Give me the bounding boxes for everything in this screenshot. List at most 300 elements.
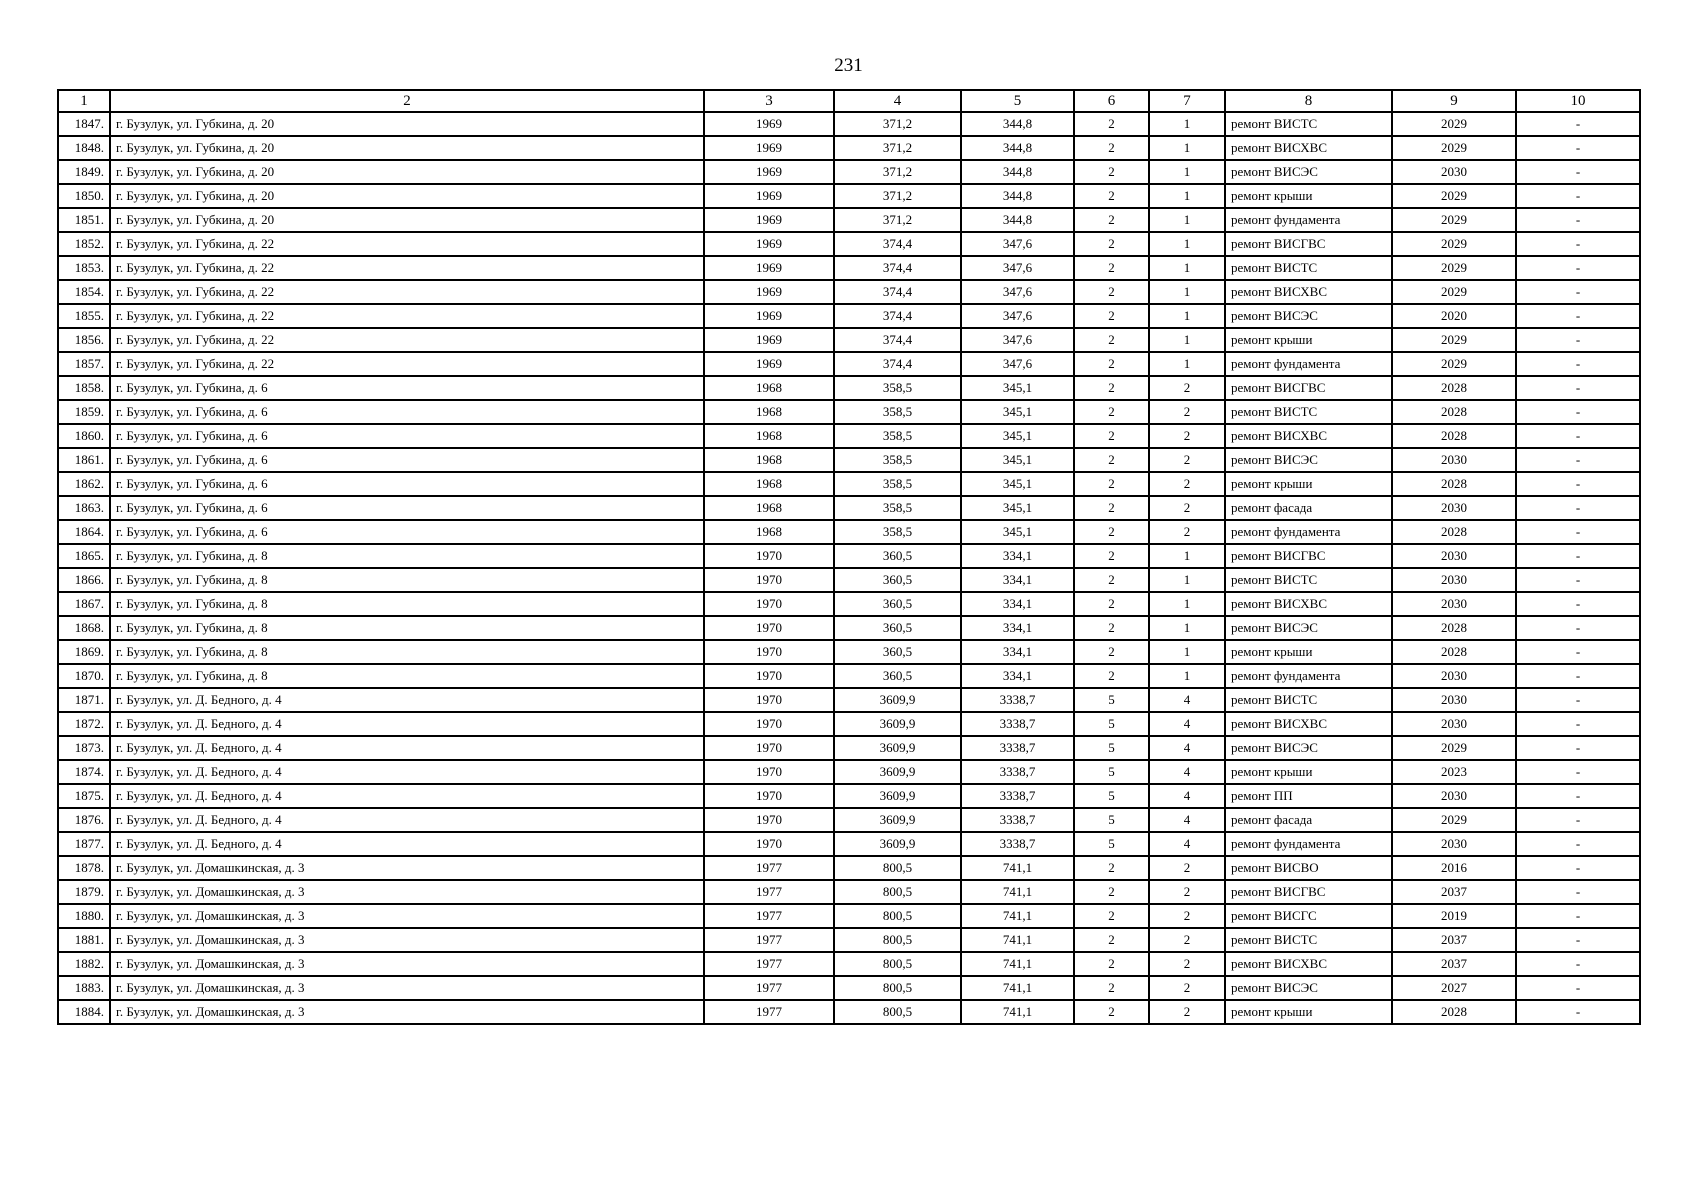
cell-work-type: ремонт крыши [1225,328,1392,352]
cell-address: г. Бузулук, ул. Губкина, д. 20 [110,160,704,184]
cell-floors: 2 [1074,976,1149,1000]
table-row [58,136,1640,160]
cell-total-area: 800,5 [834,976,961,1000]
cell-total-area: 358,5 [834,496,961,520]
cell-note: - [1516,184,1640,208]
cell-address: г. Бузулук, ул. Губкина, д. 8 [110,664,704,688]
cell-total-area: 3609,9 [834,736,961,760]
cell-note: - [1516,712,1640,736]
cell-plan-year: 2030 [1392,544,1516,568]
table-row [58,832,1640,856]
cell-note: - [1516,232,1640,256]
cell-note: - [1516,640,1640,664]
cell-row-number: 1882. [58,952,110,976]
cell-floors: 2 [1074,880,1149,904]
cell-note: - [1516,448,1640,472]
cell-row-number: 1856. [58,328,110,352]
cell-note: - [1516,784,1640,808]
cell-row-number: 1854. [58,280,110,304]
cell-address: г. Бузулук, ул. Д. Бедного, д. 4 [110,832,704,856]
cell-work-type: ремонт фундамента [1225,208,1392,232]
cell-plan-year: 2029 [1392,232,1516,256]
cell-plan-year: 2028 [1392,1000,1516,1024]
cell-address: г. Бузулук, ул. Д. Бедного, д. 4 [110,808,704,832]
cell-total-area: 358,5 [834,472,961,496]
cell-row-number: 1862. [58,472,110,496]
cell-work-type: ремонт крыши [1225,760,1392,784]
cell-note: - [1516,904,1640,928]
cell-address: г. Бузулук, ул. Губкина, д. 20 [110,208,704,232]
cell-entrances: 1 [1149,352,1225,376]
cell-note: - [1516,880,1640,904]
cell-living-area: 347,6 [961,232,1074,256]
cell-floors: 5 [1074,736,1149,760]
cell-living-area: 347,6 [961,256,1074,280]
cell-floors: 2 [1074,904,1149,928]
cell-total-area: 360,5 [834,544,961,568]
cell-floors: 2 [1074,520,1149,544]
table-row [58,376,1640,400]
cell-total-area: 374,4 [834,280,961,304]
cell-build-year: 1969 [704,352,834,376]
cell-entrances: 1 [1149,616,1225,640]
cell-work-type: ремонт крыши [1225,1000,1392,1024]
cell-build-year: 1970 [704,640,834,664]
cell-build-year: 1969 [704,328,834,352]
cell-total-area: 360,5 [834,592,961,616]
cell-entrances: 2 [1149,424,1225,448]
cell-total-area: 371,2 [834,160,961,184]
column-header-4: 4 [834,90,961,112]
cell-living-area: 347,6 [961,304,1074,328]
cell-plan-year: 2037 [1392,928,1516,952]
table-row [58,232,1640,256]
cell-living-area: 334,1 [961,592,1074,616]
cell-living-area: 345,1 [961,448,1074,472]
cell-entrances: 1 [1149,112,1225,136]
cell-row-number: 1876. [58,808,110,832]
cell-total-area: 358,5 [834,376,961,400]
cell-note: - [1516,472,1640,496]
table-row [58,424,1640,448]
cell-address: г. Бузулук, ул. Губкина, д. 8 [110,616,704,640]
cell-total-area: 800,5 [834,1000,961,1024]
cell-floors: 2 [1074,928,1149,952]
cell-work-type: ремонт ВИСТС [1225,400,1392,424]
table-row [58,688,1640,712]
cell-total-area: 374,4 [834,328,961,352]
cell-living-area: 344,8 [961,160,1074,184]
cell-living-area: 3338,7 [961,760,1074,784]
table-row [58,160,1640,184]
cell-build-year: 1977 [704,928,834,952]
cell-living-area: 741,1 [961,880,1074,904]
cell-address: г. Бузулук, ул. Губкина, д. 6 [110,424,704,448]
table-row [58,352,1640,376]
cell-entrances: 1 [1149,160,1225,184]
cell-total-area: 374,4 [834,304,961,328]
cell-living-area: 334,1 [961,616,1074,640]
cell-address: г. Бузулук, ул. Губкина, д. 6 [110,376,704,400]
cell-build-year: 1969 [704,208,834,232]
cell-build-year: 1970 [704,736,834,760]
cell-address: г. Бузулук, ул. Губкина, д. 8 [110,544,704,568]
cell-living-area: 3338,7 [961,736,1074,760]
cell-living-area: 347,6 [961,352,1074,376]
cell-total-area: 358,5 [834,520,961,544]
cell-work-type: ремонт крыши [1225,184,1392,208]
cell-build-year: 1970 [704,544,834,568]
table-row [58,208,1640,232]
cell-note: - [1516,424,1640,448]
cell-entrances: 1 [1149,664,1225,688]
cell-entrances: 1 [1149,592,1225,616]
cell-note: - [1516,208,1640,232]
cell-work-type: ремонт фасада [1225,496,1392,520]
cell-note: - [1516,352,1640,376]
cell-build-year: 1970 [704,688,834,712]
cell-living-area: 344,8 [961,184,1074,208]
cell-plan-year: 2028 [1392,472,1516,496]
cell-note: - [1516,112,1640,136]
cell-floors: 2 [1074,1000,1149,1024]
cell-address: г. Бузулук, ул. Губкина, д. 20 [110,136,704,160]
cell-row-number: 1884. [58,1000,110,1024]
cell-entrances: 2 [1149,1000,1225,1024]
cell-total-area: 371,2 [834,184,961,208]
cell-address: г. Бузулук, ул. Домашкинская, д. 3 [110,880,704,904]
cell-note: - [1516,568,1640,592]
cell-note: - [1516,520,1640,544]
cell-entrances: 4 [1149,832,1225,856]
cell-address: г. Бузулук, ул. Губкина, д. 8 [110,640,704,664]
cell-note: - [1516,160,1640,184]
cell-plan-year: 2030 [1392,160,1516,184]
cell-work-type: ремонт ВИСГВС [1225,880,1392,904]
cell-plan-year: 2029 [1392,808,1516,832]
table-row [58,280,1640,304]
column-header-5: 5 [961,90,1074,112]
cell-build-year: 1977 [704,952,834,976]
cell-entrances: 2 [1149,400,1225,424]
cell-floors: 2 [1074,160,1149,184]
cell-address: г. Бузулук, ул. Губкина, д. 22 [110,352,704,376]
cell-address: г. Бузулук, ул. Губкина, д. 8 [110,592,704,616]
table-row [58,880,1640,904]
table-row [58,448,1640,472]
cell-entrances: 4 [1149,712,1225,736]
cell-note: - [1516,400,1640,424]
cell-note: - [1516,928,1640,952]
cell-work-type: ремонт ВИСЭС [1225,736,1392,760]
cell-total-area: 800,5 [834,928,961,952]
cell-row-number: 1875. [58,784,110,808]
cell-row-number: 1851. [58,208,110,232]
cell-entrances: 1 [1149,328,1225,352]
cell-floors: 2 [1074,328,1149,352]
cell-living-area: 741,1 [961,952,1074,976]
table-row [58,904,1640,928]
cell-build-year: 1968 [704,496,834,520]
cell-plan-year: 2029 [1392,736,1516,760]
cell-total-area: 3609,9 [834,712,961,736]
cell-work-type: ремонт ВИСТС [1225,256,1392,280]
cell-plan-year: 2028 [1392,376,1516,400]
table-row [58,304,1640,328]
cell-entrances: 1 [1149,544,1225,568]
cell-row-number: 1874. [58,760,110,784]
cell-row-number: 1869. [58,640,110,664]
table-row [58,400,1640,424]
cell-plan-year: 2023 [1392,760,1516,784]
cell-build-year: 1968 [704,400,834,424]
cell-work-type: ремонт ВИСХВС [1225,592,1392,616]
cell-note: - [1516,136,1640,160]
cell-entrances: 2 [1149,472,1225,496]
cell-row-number: 1857. [58,352,110,376]
cell-floors: 2 [1074,592,1149,616]
cell-work-type: ремонт ВИСХВС [1225,712,1392,736]
cell-row-number: 1881. [58,928,110,952]
cell-address: г. Бузулук, ул. Губкина, д. 22 [110,280,704,304]
cell-address: г. Бузулук, ул. Домашкинская, д. 3 [110,928,704,952]
cell-total-area: 374,4 [834,232,961,256]
cell-floors: 2 [1074,376,1149,400]
cell-entrances: 1 [1149,280,1225,304]
cell-row-number: 1848. [58,136,110,160]
cell-note: - [1516,688,1640,712]
cell-build-year: 1969 [704,232,834,256]
cell-floors: 2 [1074,496,1149,520]
cell-plan-year: 2029 [1392,136,1516,160]
cell-floors: 2 [1074,616,1149,640]
cell-build-year: 1970 [704,808,834,832]
column-header-3: 3 [704,90,834,112]
cell-floors: 2 [1074,280,1149,304]
cell-entrances: 2 [1149,880,1225,904]
cell-note: - [1516,976,1640,1000]
cell-total-area: 374,4 [834,256,961,280]
cell-living-area: 741,1 [961,856,1074,880]
cell-build-year: 1969 [704,136,834,160]
cell-build-year: 1977 [704,1000,834,1024]
cell-address: г. Бузулук, ул. Губкина, д. 22 [110,328,704,352]
cell-floors: 2 [1074,424,1149,448]
cell-row-number: 1878. [58,856,110,880]
table-row [58,784,1640,808]
cell-floors: 2 [1074,640,1149,664]
table-row [58,544,1640,568]
cell-floors: 2 [1074,952,1149,976]
cell-total-area: 371,2 [834,112,961,136]
cell-work-type: ремонт ВИСХВС [1225,424,1392,448]
cell-entrances: 1 [1149,568,1225,592]
cell-entrances: 1 [1149,232,1225,256]
cell-total-area: 358,5 [834,448,961,472]
cell-build-year: 1969 [704,160,834,184]
cell-note: - [1516,280,1640,304]
cell-living-area: 345,1 [961,376,1074,400]
cell-living-area: 344,8 [961,112,1074,136]
cell-living-area: 345,1 [961,424,1074,448]
cell-build-year: 1969 [704,184,834,208]
table-row [58,760,1640,784]
cell-entrances: 1 [1149,208,1225,232]
table-row [58,520,1640,544]
cell-entrances: 2 [1149,976,1225,1000]
cell-living-area: 334,1 [961,568,1074,592]
cell-note: - [1516,328,1640,352]
cell-total-area: 3609,9 [834,808,961,832]
cell-build-year: 1977 [704,880,834,904]
cell-plan-year: 2029 [1392,256,1516,280]
cell-living-area: 334,1 [961,544,1074,568]
cell-build-year: 1977 [704,904,834,928]
cell-work-type: ремонт ВИСТС [1225,568,1392,592]
cell-row-number: 1855. [58,304,110,328]
cell-plan-year: 2028 [1392,616,1516,640]
cell-plan-year: 2029 [1392,280,1516,304]
table-row [58,112,1640,136]
cell-build-year: 1968 [704,472,834,496]
cell-row-number: 1850. [58,184,110,208]
cell-floors: 2 [1074,208,1149,232]
column-header-9: 9 [1392,90,1516,112]
cell-entrances: 2 [1149,496,1225,520]
cell-living-area: 3338,7 [961,712,1074,736]
cell-build-year: 1968 [704,520,834,544]
cell-plan-year: 2029 [1392,352,1516,376]
cell-plan-year: 2037 [1392,880,1516,904]
cell-floors: 5 [1074,832,1149,856]
cell-work-type: ремонт крыши [1225,640,1392,664]
cell-total-area: 3609,9 [834,832,961,856]
cell-floors: 2 [1074,184,1149,208]
cell-entrances: 2 [1149,928,1225,952]
cell-work-type: ремонт ПП [1225,784,1392,808]
table-row [58,1000,1640,1024]
cell-living-area: 345,1 [961,472,1074,496]
cell-entrances: 2 [1149,520,1225,544]
cell-total-area: 800,5 [834,880,961,904]
cell-row-number: 1883. [58,976,110,1000]
cell-address: г. Бузулук, ул. Домашкинская, д. 3 [110,856,704,880]
cell-entrances: 1 [1149,304,1225,328]
cell-row-number: 1865. [58,544,110,568]
cell-plan-year: 2016 [1392,856,1516,880]
cell-work-type: ремонт ВИСВО [1225,856,1392,880]
cell-work-type: ремонт ВИСЭС [1225,304,1392,328]
cell-row-number: 1873. [58,736,110,760]
cell-address: г. Бузулук, ул. Губкина, д. 20 [110,112,704,136]
cell-total-area: 3609,9 [834,760,961,784]
cell-note: - [1516,592,1640,616]
column-header-2: 2 [110,90,704,112]
cell-row-number: 1879. [58,880,110,904]
cell-work-type: ремонт ВИСТС [1225,928,1392,952]
column-header-8: 8 [1225,90,1392,112]
cell-plan-year: 2030 [1392,592,1516,616]
cell-work-type: ремонт ВИСГВС [1225,544,1392,568]
cell-plan-year: 2029 [1392,208,1516,232]
cell-living-area: 345,1 [961,400,1074,424]
cell-work-type: ремонт ВИСГС [1225,904,1392,928]
cell-total-area: 3609,9 [834,784,961,808]
cell-address: г. Бузулук, ул. Губкина, д. 22 [110,232,704,256]
cell-plan-year: 2029 [1392,112,1516,136]
cell-entrances: 1 [1149,640,1225,664]
table-row [58,328,1640,352]
cell-plan-year: 2027 [1392,976,1516,1000]
cell-living-area: 3338,7 [961,688,1074,712]
cell-floors: 5 [1074,784,1149,808]
table-row [58,184,1640,208]
cell-row-number: 1858. [58,376,110,400]
table-row [58,928,1640,952]
cell-floors: 5 [1074,688,1149,712]
cell-plan-year: 2030 [1392,784,1516,808]
cell-total-area: 800,5 [834,904,961,928]
cell-row-number: 1877. [58,832,110,856]
cell-build-year: 1968 [704,448,834,472]
cell-address: г. Бузулук, ул. Домашкинская, д. 3 [110,976,704,1000]
cell-build-year: 1970 [704,568,834,592]
table-row [58,856,1640,880]
table-row [58,976,1640,1000]
cell-row-number: 1871. [58,688,110,712]
cell-row-number: 1853. [58,256,110,280]
cell-note: - [1516,544,1640,568]
table-header-row [58,90,1640,112]
cell-floors: 2 [1074,544,1149,568]
cell-total-area: 360,5 [834,640,961,664]
cell-work-type: ремонт ВИСХВС [1225,952,1392,976]
cell-note: - [1516,760,1640,784]
cell-plan-year: 2029 [1392,184,1516,208]
cell-address: г. Бузулук, ул. Д. Бедного, д. 4 [110,784,704,808]
table-row [58,568,1640,592]
cell-total-area: 358,5 [834,400,961,424]
table-row [58,808,1640,832]
table-body [58,112,1640,1024]
cell-entrances: 4 [1149,688,1225,712]
cell-address: г. Бузулук, ул. Губкина, д. 22 [110,304,704,328]
column-header-7: 7 [1149,90,1225,112]
cell-address: г. Бузулук, ул. Домашкинская, д. 3 [110,952,704,976]
table-row [58,256,1640,280]
cell-plan-year: 2028 [1392,424,1516,448]
cell-plan-year: 2028 [1392,520,1516,544]
cell-plan-year: 2030 [1392,568,1516,592]
cell-floors: 2 [1074,256,1149,280]
cell-row-number: 1866. [58,568,110,592]
cell-floors: 2 [1074,352,1149,376]
cell-living-area: 3338,7 [961,832,1074,856]
cell-floors: 2 [1074,304,1149,328]
cell-floors: 5 [1074,760,1149,784]
cell-entrances: 4 [1149,784,1225,808]
cell-living-area: 3338,7 [961,784,1074,808]
cell-work-type: ремонт фундамента [1225,520,1392,544]
cell-build-year: 1969 [704,280,834,304]
cell-note: - [1516,616,1640,640]
cell-total-area: 3609,9 [834,688,961,712]
cell-note: - [1516,256,1640,280]
cell-work-type: ремонт ВИСГВС [1225,232,1392,256]
cell-work-type: ремонт фундамента [1225,352,1392,376]
cell-entrances: 4 [1149,808,1225,832]
cell-plan-year: 2030 [1392,496,1516,520]
